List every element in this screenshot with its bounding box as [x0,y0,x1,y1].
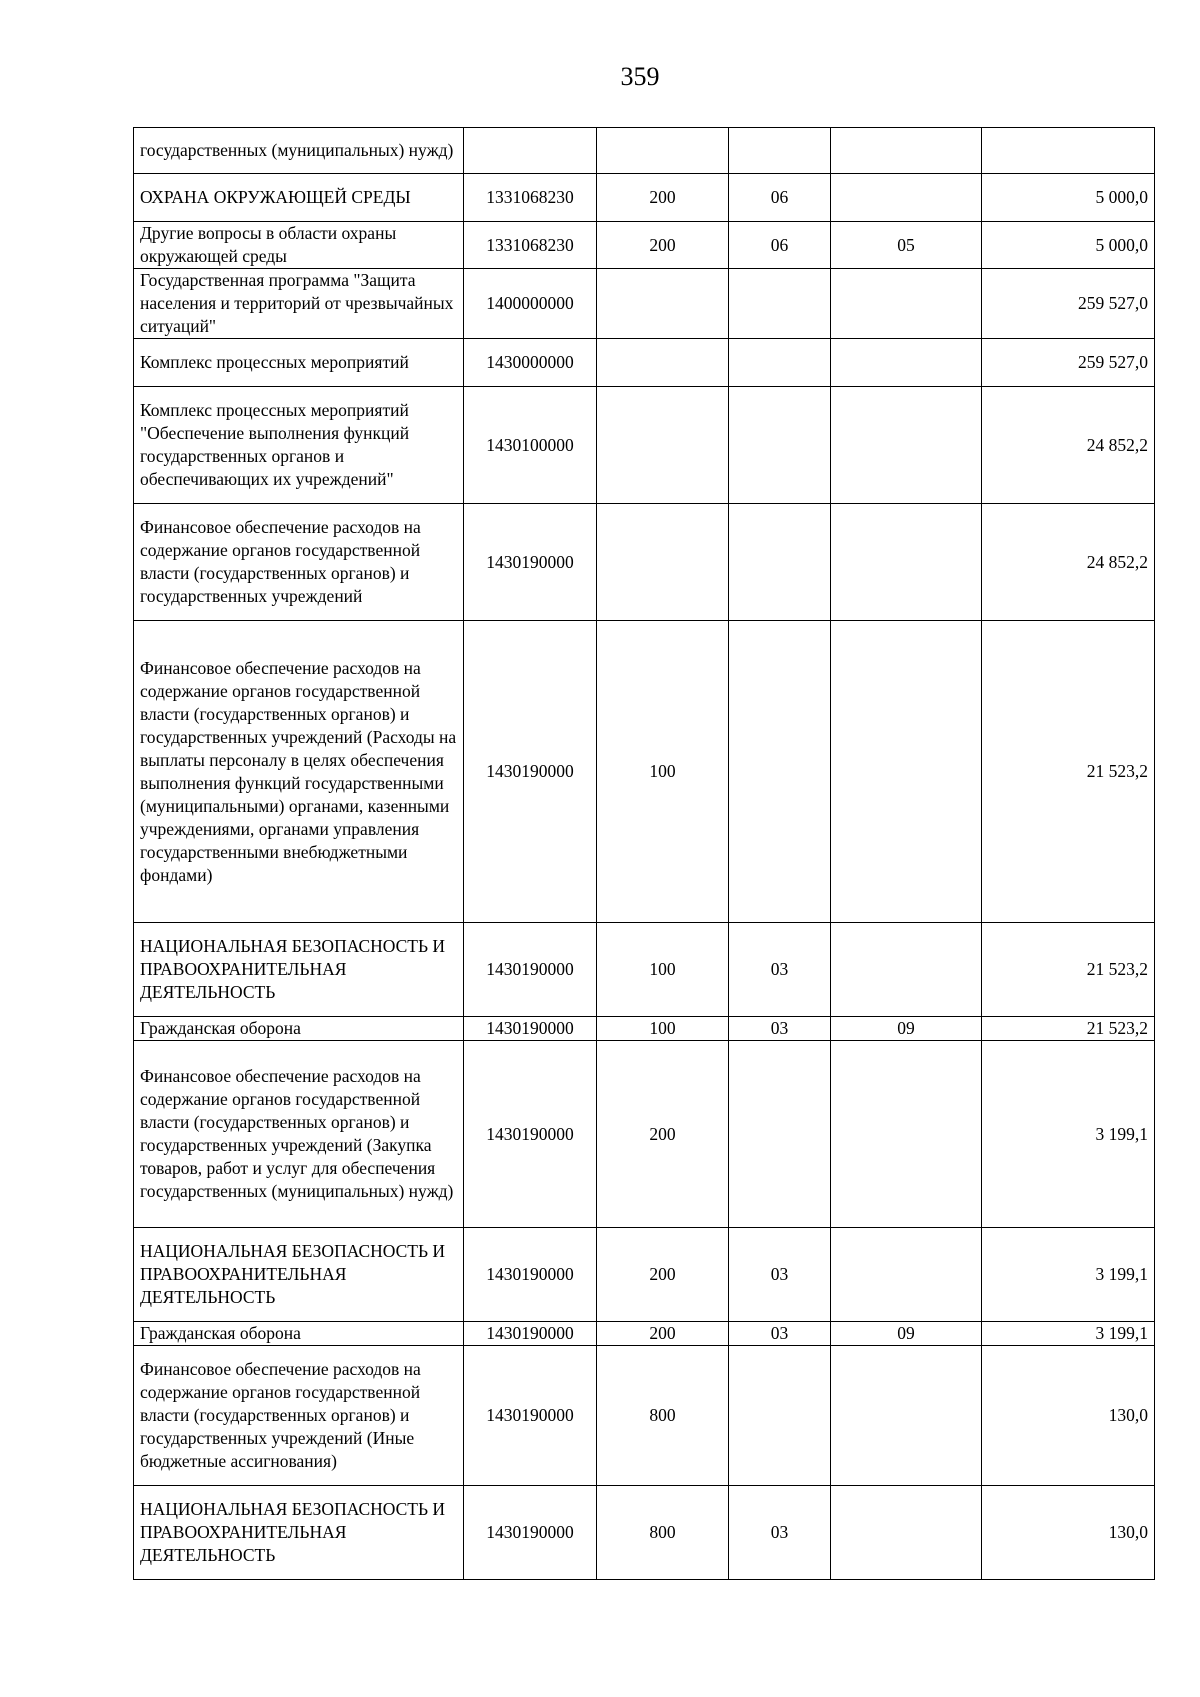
target-article-cell: 1430190000 [464,1322,597,1346]
row-name-cell: ОХРАНА ОКРУЖАЮЩЕЙ СРЕДЫ [134,174,464,222]
amount-cell: 24 852,2 [982,504,1155,621]
target-article-cell: 1430000000 [464,339,597,387]
subsection-cell [831,1041,982,1228]
section-cell: 03 [729,1486,831,1580]
expense-type-cell [597,339,729,387]
subsection-cell: 09 [831,1017,982,1041]
table-row [134,269,1155,339]
table-row [134,1346,1155,1486]
target-article-cell: 1400000000 [464,269,597,339]
amount-cell: 259 527,0 [982,269,1155,339]
section-cell [729,621,831,923]
amount-cell: 21 523,2 [982,1017,1155,1041]
subsection-cell [831,1486,982,1580]
target-article-cell: 1430190000 [464,1041,597,1228]
expense-type-cell: 200 [597,222,729,269]
expense-type-cell: 100 [597,621,729,923]
expense-type-cell: 100 [597,923,729,1017]
table-row [134,128,1155,174]
amount-cell: 3 199,1 [982,1322,1155,1346]
row-name-cell: Финансовое обеспечение расходов на содержание органов государственной власти (государственных органов) и государственных учреждений (Закупка товаров, работ и услуг для обеспечения государственных (муниципальных) нужд) [134,1041,464,1228]
amount-cell: 259 527,0 [982,339,1155,387]
subsection-cell [831,621,982,923]
page-number: 359 [620,62,660,91]
row-name-cell: НАЦИОНАЛЬНАЯ БЕЗОПАСНОСТЬ И ПРАВООХРАНИТЕЛЬНАЯ ДЕЯТЕЛЬНОСТЬ [134,1228,464,1322]
expense-type-cell: 200 [597,1322,729,1346]
table-row [134,1228,1155,1322]
target-article-cell: 1331068230 [464,174,597,222]
table-row [134,1486,1155,1580]
target-article-cell: 1430190000 [464,1486,597,1580]
table-row [134,504,1155,621]
table-row [134,174,1155,222]
budget-table [133,127,1155,1580]
amount-cell: 5 000,0 [982,174,1155,222]
row-name-cell: Финансовое обеспечение расходов на содержание органов государственной власти (государственных органов) и государственных учреждений [134,504,464,621]
target-article-cell: 1430100000 [464,387,597,504]
table-row [134,222,1155,269]
target-article-cell: 1430190000 [464,621,597,923]
subsection-cell [831,504,982,621]
expense-type-cell: 800 [597,1346,729,1486]
amount-cell: 130,0 [982,1486,1155,1580]
subsection-cell [831,269,982,339]
row-name-cell: НАЦИОНАЛЬНАЯ БЕЗОПАСНОСТЬ И ПРАВООХРАНИТЕЛЬНАЯ ДЕЯТЕЛЬНОСТЬ [134,923,464,1017]
row-name-cell: Финансовое обеспечение расходов на содержание органов государственной власти (государственных органов) и государственных учреждений (Расходы на выплаты персоналу в целях обеспечения выполнения функций государственными (муниципальными) органами, казенными учреждениями, органами управления государственными внебюджетными фондами) [134,621,464,923]
row-name-cell: Гражданская оборона [134,1017,464,1041]
expense-type-cell: 200 [597,1041,729,1228]
subsection-cell: 09 [831,1322,982,1346]
expense-type-cell: 200 [597,1228,729,1322]
subsection-cell [831,174,982,222]
section-cell: 06 [729,222,831,269]
table-body [134,128,1155,1580]
amount-cell: 24 852,2 [982,387,1155,504]
section-cell: 03 [729,1322,831,1346]
amount-cell: 3 199,1 [982,1228,1155,1322]
section-cell [729,504,831,621]
target-article-cell: 1430190000 [464,1346,597,1486]
subsection-cell [831,923,982,1017]
table-row [134,339,1155,387]
subsection-cell [831,387,982,504]
section-cell: 06 [729,174,831,222]
amount-cell: 3 199,1 [982,1041,1155,1228]
target-article-cell: 1430190000 [464,1017,597,1041]
expense-type-cell: 200 [597,174,729,222]
row-name-cell: государственных (муниципальных) нужд) [134,128,464,174]
row-name-cell: Гражданская оборона [134,1322,464,1346]
table-row [134,387,1155,504]
table-row [134,1041,1155,1228]
target-article-cell: 1430190000 [464,504,597,621]
amount-cell: 5 000,0 [982,222,1155,269]
section-cell: 03 [729,1228,831,1322]
section-cell [729,1041,831,1228]
section-cell [729,1346,831,1486]
row-name-cell: Другие вопросы в области охраны окружающей среды [134,222,464,269]
section-cell [729,269,831,339]
target-article-cell: 1430190000 [464,1228,597,1322]
row-name-cell: Комплекс процессных мероприятий "Обеспечение выполнения функций государственных органов и обеспечивающих их учреждений" [134,387,464,504]
section-cell: 03 [729,1017,831,1041]
table-row [134,1017,1155,1041]
table-row [134,1322,1155,1346]
section-cell [729,128,831,174]
subsection-cell [831,1228,982,1322]
subsection-cell: 05 [831,222,982,269]
expense-type-cell [597,504,729,621]
subsection-cell [831,1346,982,1486]
expense-type-cell [597,269,729,339]
subsection-cell [831,128,982,174]
row-name-cell: Финансовое обеспечение расходов на содержание органов государственной власти (государственных органов) и государственных учреждений (Иные бюджетные ассигнования) [134,1346,464,1486]
amount-cell [982,128,1155,174]
expense-type-cell: 800 [597,1486,729,1580]
amount-cell: 130,0 [982,1346,1155,1486]
table-row [134,621,1155,923]
target-article-cell: 1430190000 [464,923,597,1017]
target-article-cell: 1331068230 [464,222,597,269]
expense-type-cell [597,387,729,504]
table-row [134,923,1155,1017]
section-cell: 03 [729,923,831,1017]
expense-type-cell [597,128,729,174]
subsection-cell [831,339,982,387]
amount-cell: 21 523,2 [982,923,1155,1017]
section-cell [729,339,831,387]
row-name-cell: Комплекс процессных мероприятий [134,339,464,387]
section-cell [729,387,831,504]
target-article-cell [464,128,597,174]
row-name-cell: НАЦИОНАЛЬНАЯ БЕЗОПАСНОСТЬ И ПРАВООХРАНИТЕЛЬНАЯ ДЕЯТЕЛЬНОСТЬ [134,1486,464,1580]
row-name-cell: Государственная программа "Защита населения и территорий от чрезвычайных ситуаций" [134,269,464,339]
amount-cell: 21 523,2 [982,621,1155,923]
expense-type-cell: 100 [597,1017,729,1041]
